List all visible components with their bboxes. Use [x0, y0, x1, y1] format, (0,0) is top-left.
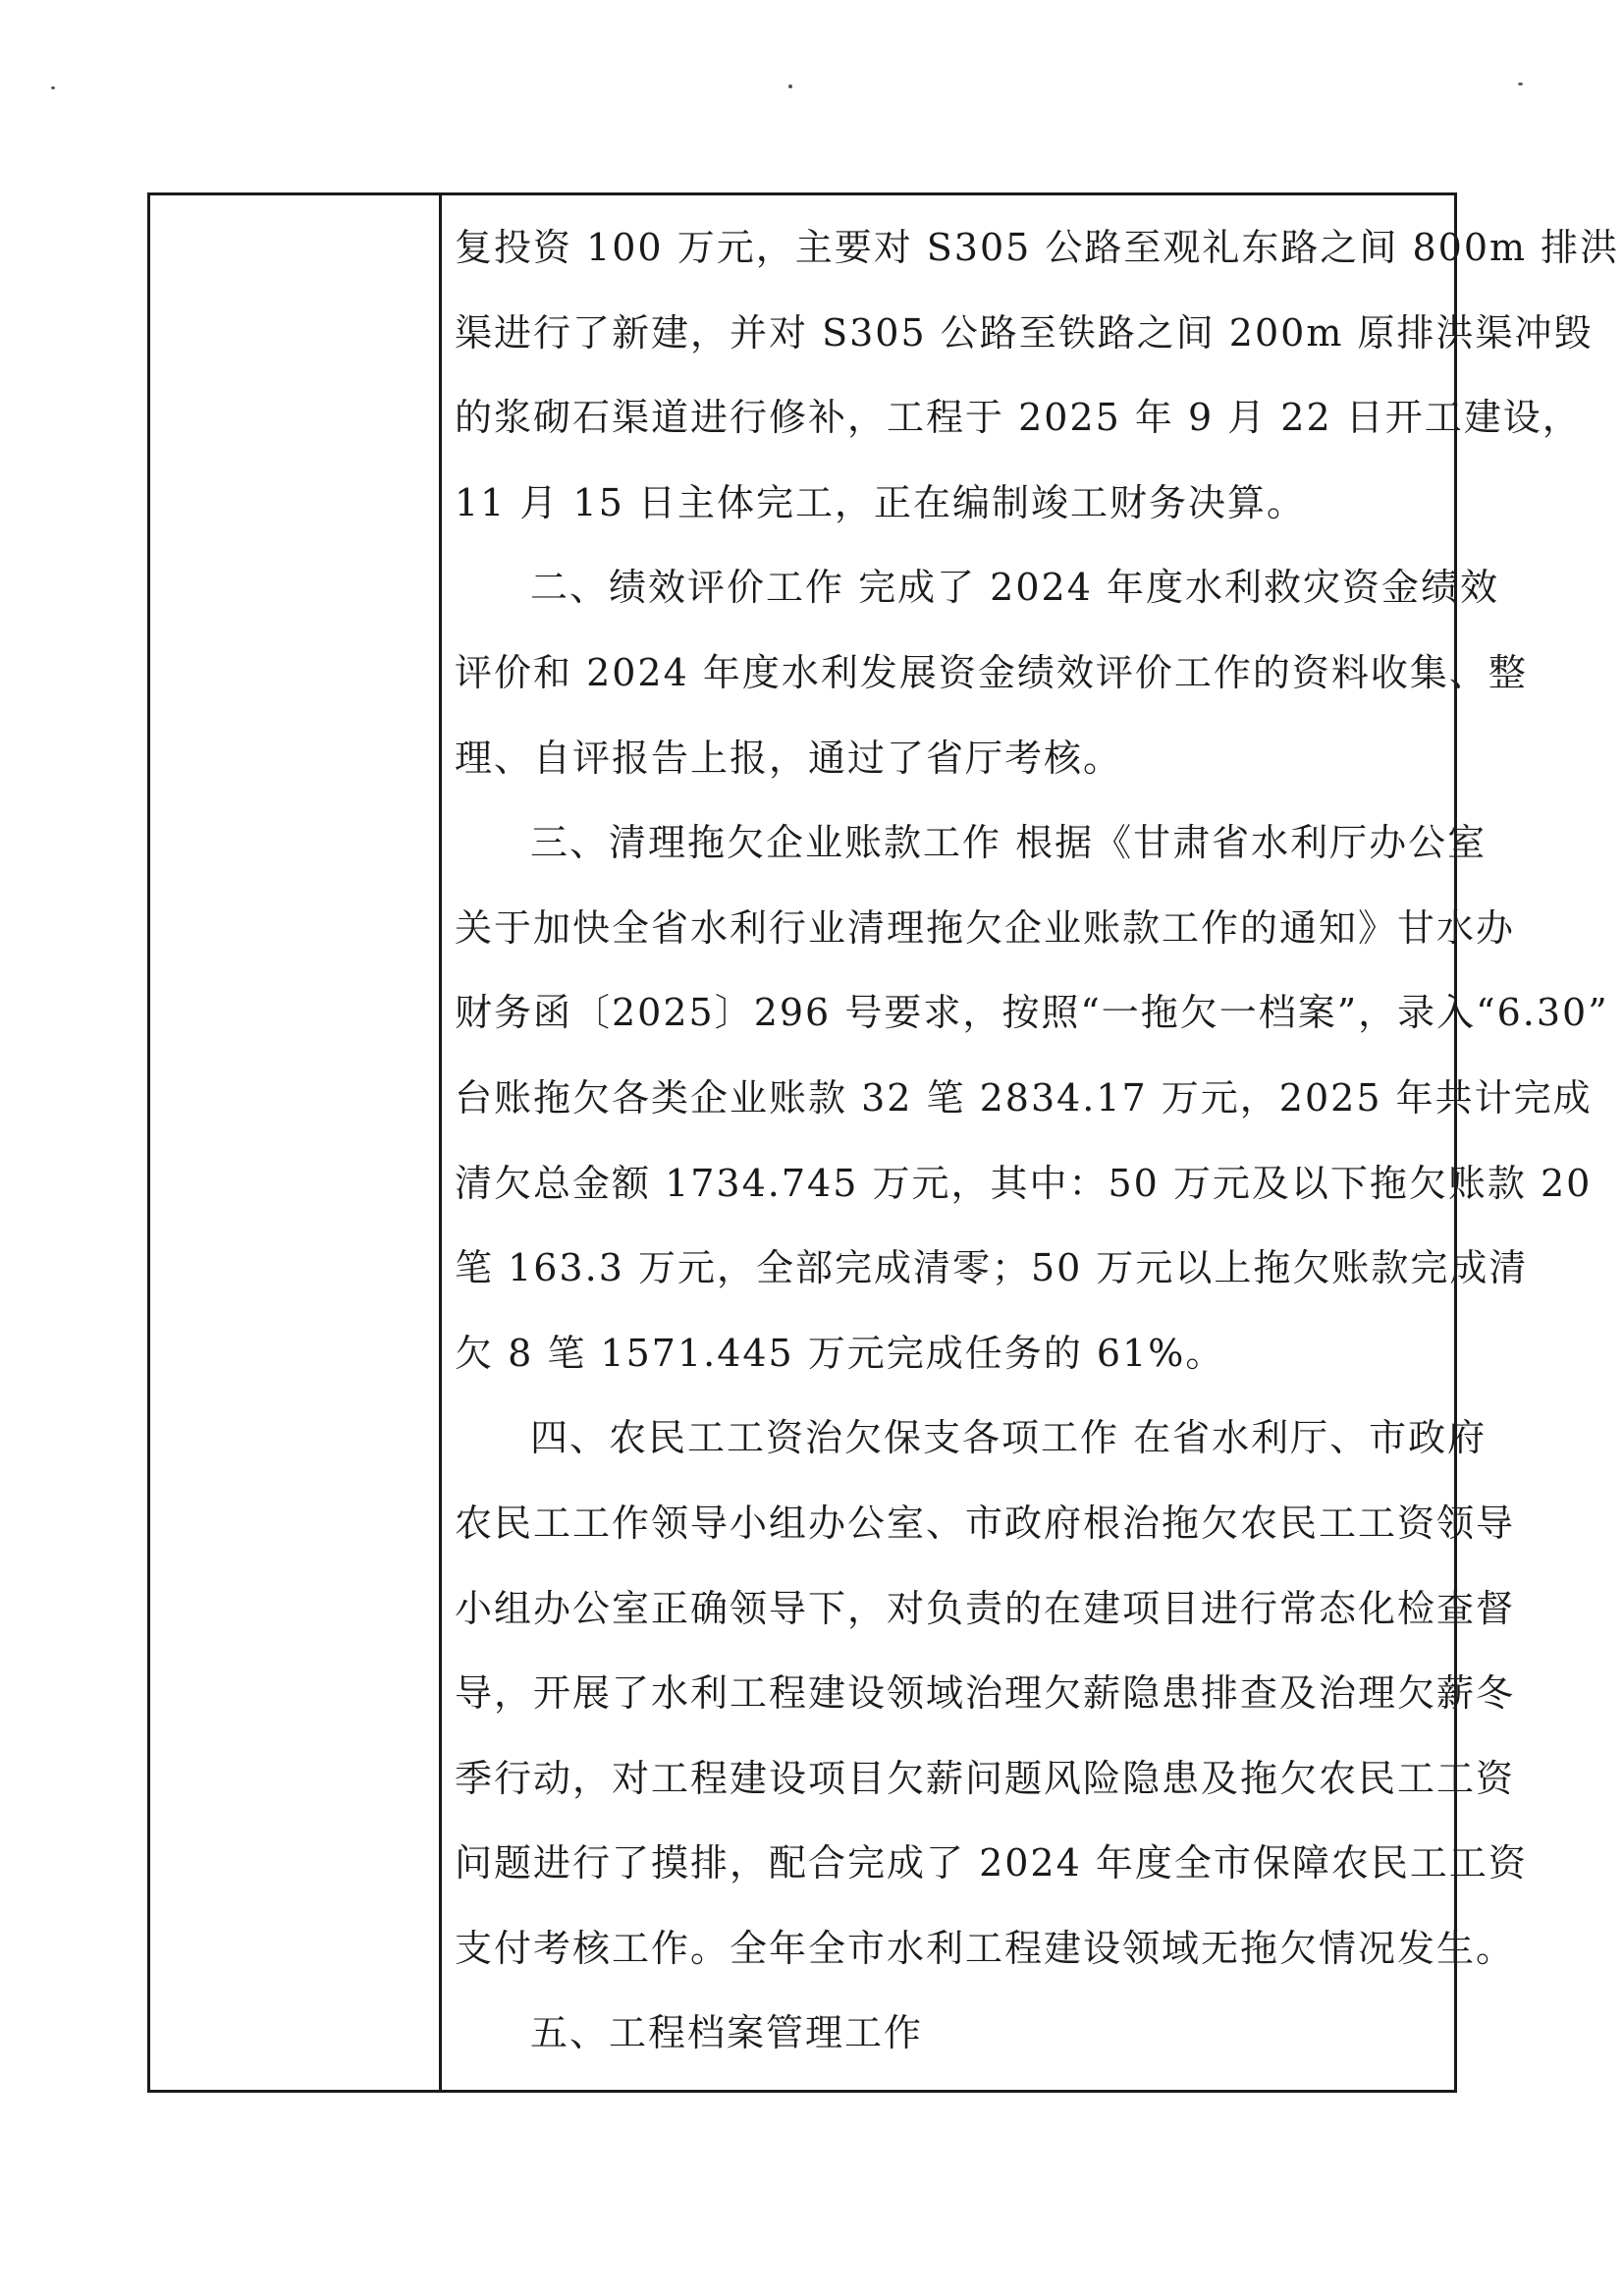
- text-line: 清欠总金额 1734.745 万元，其中：50 万元及以下拖欠账款 20: [455, 1161, 1593, 1205]
- scan-speck: [51, 86, 55, 89]
- form-table-frame: [147, 192, 1620, 2093]
- text-line: 五、工程档案管理工作: [530, 2011, 924, 2055]
- form-content-cell: [455, 205, 1620, 2076]
- text-line: 笔 163.3 万元，全部完成清零；50 万元以上拖欠账款完成清: [455, 1246, 1529, 1290]
- text-line: 台账拖欠各类企业账款 32 笔 2834.17 万元，2025 年共计完成: [455, 1075, 1593, 1120]
- text-line: 问题进行了摸排，配合完成了 2024 年度全市保障农民工工资: [455, 1841, 1528, 1886]
- text-line: 渠进行了新建，并对 S305 公路至铁路之间 200m 原排洪渠冲毁: [455, 310, 1594, 355]
- text-line: 欠 8 笔 1571.445 万元完成任务的 61%。: [455, 1331, 1225, 1375]
- text-line: 复投资 100 万元，主要对 S305 公路至观礼东路之间 800m 排洪: [455, 226, 1620, 269]
- text-line: 关于加快全省水利行业清理拖欠企业账款工作的通知》甘水办: [455, 905, 1516, 950]
- text-line: 的浆砌石渠道进行修补，工程于 2025 年 9 月 22 日开工建设，: [455, 396, 1582, 440]
- text-line: 财务函〔2025〕296 号要求，按照“一拖欠一档案”，录入“6.30”: [455, 991, 1609, 1035]
- form-label-column: [150, 195, 442, 2090]
- scan-speck: [1518, 82, 1523, 85]
- text-line: 季行动，对工程建设项目欠薪问题风险隐患及拖欠农民工工资: [455, 1756, 1516, 1800]
- text-line: 支付考核工作。全年全市水利工程建设领域无拖欠情况发生。: [455, 1926, 1516, 1970]
- text-line: 三、清理拖欠企业账款工作 根据《甘肃省水利厅办公室: [530, 821, 1488, 865]
- text-line: 小组办公室正确领导下，对负责的在建项目进行常态化检查督: [455, 1586, 1516, 1630]
- text-line: 评价和 2024 年度水利发展资金绩效评价工作的资料收集、整: [455, 650, 1528, 694]
- text-line: 导，开展了水利工程建设领域治理欠薪隐患排查及治理欠薪冬: [455, 1671, 1516, 1716]
- scan-speck: [788, 84, 792, 88]
- text-line: 农民工工作领导小组办公室、市政府根治拖欠农民工工资领导: [455, 1501, 1516, 1545]
- text-line: 11 月 15 日主体完工，正在编制竣工财务决算。: [455, 480, 1306, 524]
- text-line: 四、农民工工资治欠保支各项工作 在省水利厅、市政府: [530, 1416, 1488, 1460]
- text-line: 二、绩效评价工作 完成了 2024 年度水利救灾资金绩效: [530, 566, 1499, 610]
- text-line: 理、自评报告上报，通过了省厅考核。: [455, 736, 1123, 780]
